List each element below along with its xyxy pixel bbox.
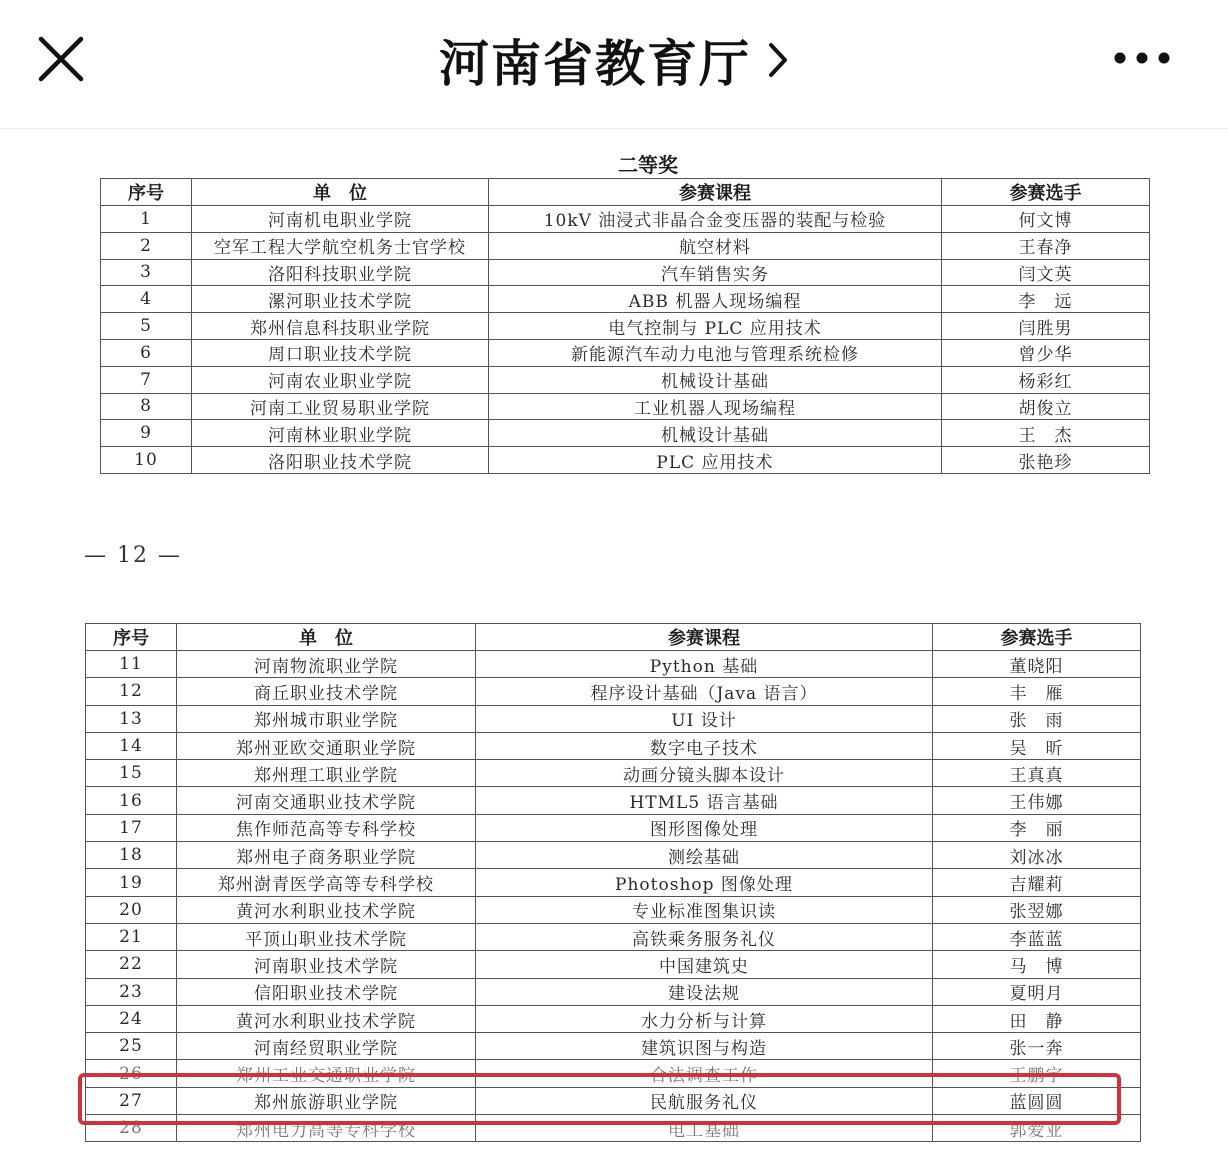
contestant-cell: 王鹏宇	[933, 1060, 1141, 1087]
contestant-cell: 王 杰	[942, 420, 1150, 447]
contestant-cell: 吴 昕	[933, 732, 1141, 759]
row-index-cell: 22	[86, 951, 177, 978]
table-row	[86, 951, 1141, 978]
row-index-cell: 7	[101, 366, 192, 393]
column-header: 单 位	[177, 624, 476, 651]
row-index-cell: 24	[86, 1005, 177, 1032]
table-row	[101, 393, 1150, 420]
row-index-cell: 28	[86, 1115, 177, 1142]
course-cell: 水力分析与计算	[476, 1005, 933, 1032]
contestant-cell: 闫胜男	[942, 313, 1150, 340]
course-cell: 机械设计基础	[489, 420, 942, 447]
course-cell: 10kV 油浸式非晶合金变压器的装配与检验	[489, 206, 942, 233]
row-index-cell: 8	[101, 393, 192, 420]
table-row	[86, 896, 1141, 923]
unit-cell: 空军工程大学航空机务士官学校	[192, 232, 489, 259]
unit-cell: 焦作师范高等专科学校	[177, 814, 476, 841]
contestant-cell: 王春净	[942, 232, 1150, 259]
contestant-cell: 夏明月	[933, 978, 1141, 1005]
unit-cell: 郑州电力高等专科学校	[177, 1115, 476, 1142]
table-row	[86, 787, 1141, 814]
table-row	[101, 232, 1150, 259]
contestant-cell: 张 雨	[933, 705, 1141, 732]
course-cell: 汽车销售实务	[489, 259, 942, 286]
course-cell: HTML5 语言基础	[476, 787, 933, 814]
row-index-cell: 10	[101, 447, 192, 474]
contestant-cell: 曾少华	[942, 339, 1150, 366]
account-title-button[interactable]	[439, 24, 789, 96]
table-row	[101, 286, 1150, 313]
row-index-cell: 5	[101, 313, 192, 340]
course-cell: 航空材料	[489, 232, 942, 259]
page-title: 河南省教育厅	[439, 35, 751, 93]
row-index-cell: 15	[86, 760, 177, 787]
table-row	[86, 1033, 1141, 1060]
contestant-cell: 王真真	[933, 760, 1141, 787]
unit-cell: 洛阳职业技术学院	[192, 447, 489, 474]
row-index-cell: 23	[86, 978, 177, 1005]
row-index-cell: 4	[101, 286, 192, 313]
contestant-cell: 杨彩红	[942, 366, 1150, 393]
unit-cell: 河南农业职业学院	[192, 366, 489, 393]
course-cell: 机械设计基础	[489, 366, 942, 393]
title-area	[0, 26, 1228, 94]
row-index-cell: 14	[86, 732, 177, 759]
table-row	[101, 366, 1150, 393]
table-row	[86, 869, 1141, 896]
unit-cell: 郑州电子商务职业学院	[177, 842, 476, 869]
table-row	[86, 760, 1141, 787]
course-cell: ABB 机器人现场编程	[489, 286, 942, 313]
chevron-right-icon	[767, 41, 789, 79]
unit-cell: 郑州城市职业学院	[177, 705, 476, 732]
unit-cell: 河南物流职业学院	[177, 651, 476, 678]
course-cell: Photoshop 图像处理	[476, 869, 933, 896]
column-header: 参赛选手	[942, 179, 1150, 206]
table-row	[86, 978, 1141, 1005]
table-row	[101, 339, 1150, 366]
contestant-cell: 胡俊立	[942, 393, 1150, 420]
contestant-cell: 郭爱亚	[933, 1115, 1141, 1142]
table-row	[86, 842, 1141, 869]
contestant-cell: 张艳珍	[942, 447, 1150, 474]
course-cell: 图形图像处理	[476, 814, 933, 841]
row-index-cell: 1	[101, 206, 192, 233]
award-table-second	[85, 623, 1141, 1142]
table-row	[101, 206, 1150, 233]
contestant-cell: 何文博	[942, 206, 1150, 233]
course-cell: 民航服务礼仪	[476, 1087, 933, 1114]
unit-cell: 黄河水利职业技术学院	[177, 896, 476, 923]
table-row	[101, 259, 1150, 286]
highlight-box	[78, 1073, 1121, 1125]
course-cell: 合法调查工作	[476, 1060, 933, 1087]
document-image	[0, 129, 1228, 1164]
table-header-row	[101, 179, 1150, 206]
contestant-cell: 董晓阳	[933, 651, 1141, 678]
row-index-cell: 2	[101, 232, 192, 259]
table-row	[86, 814, 1141, 841]
page-number: — 12 —	[84, 543, 182, 568]
table-row	[86, 1005, 1141, 1032]
row-index-cell: 6	[101, 339, 192, 366]
table-row	[86, 923, 1141, 950]
unit-cell: 河南林业职业学院	[192, 420, 489, 447]
unit-cell: 漯河职业技术学院	[192, 286, 489, 313]
contestant-cell: 李蓝蓝	[933, 923, 1141, 950]
contestant-cell: 吉耀莉	[933, 869, 1141, 896]
contestant-cell: 张翌娜	[933, 896, 1141, 923]
row-index-cell: 20	[86, 896, 177, 923]
column-header: 参赛课程	[476, 624, 933, 651]
column-header: 参赛选手	[933, 624, 1141, 651]
contestant-cell: 蓝圆圆	[933, 1087, 1141, 1114]
course-cell: 高铁乘务服务礼仪	[476, 923, 933, 950]
course-cell: 动画分镜头脚本设计	[476, 760, 933, 787]
course-cell: 中国建筑史	[476, 951, 933, 978]
unit-cell: 郑州亚欧交通职业学院	[177, 732, 476, 759]
table-row	[86, 678, 1141, 705]
unit-cell: 河南经贸职业学院	[177, 1033, 476, 1060]
contestant-cell: 李 远	[942, 286, 1150, 313]
unit-cell: 河南工业贸易职业学院	[192, 393, 489, 420]
table-row	[101, 313, 1150, 340]
unit-cell: 郑州旅游职业学院	[177, 1087, 476, 1114]
table-caption: 二等奖	[618, 153, 678, 177]
top-nav-bar	[0, 0, 1228, 129]
unit-cell: 郑州理工职业学院	[177, 760, 476, 787]
course-cell: 程序设计基础（Java 语言）	[476, 678, 933, 705]
row-index-cell: 9	[101, 420, 192, 447]
column-header: 序号	[86, 624, 177, 651]
course-cell: 电工基础	[476, 1115, 933, 1142]
course-cell: 新能源汽车动力电池与管理系统检修	[489, 339, 942, 366]
row-index-cell: 11	[86, 651, 177, 678]
column-header: 单 位	[192, 179, 489, 206]
course-cell: 测绘基础	[476, 842, 933, 869]
table-row	[101, 420, 1150, 447]
course-cell: PLC 应用技术	[489, 447, 942, 474]
course-cell: 电气控制与 PLC 应用技术	[489, 313, 942, 340]
column-header: 参赛课程	[489, 179, 942, 206]
unit-cell: 黄河水利职业技术学院	[177, 1005, 476, 1032]
more-options-button[interactable]	[1110, 44, 1174, 72]
contestant-cell: 闫文英	[942, 259, 1150, 286]
course-cell: 建设法规	[476, 978, 933, 1005]
course-cell: 建筑识图与构造	[476, 1033, 933, 1060]
unit-cell: 河南机电职业学院	[192, 206, 489, 233]
unit-cell: 商丘职业技术学院	[177, 678, 476, 705]
unit-cell: 周口职业技术学院	[192, 339, 489, 366]
unit-cell: 郑州工业交通职业学院	[177, 1060, 476, 1087]
table-row	[101, 447, 1150, 474]
contestant-cell: 李 丽	[933, 814, 1141, 841]
contestant-cell: 马 博	[933, 951, 1141, 978]
unit-cell: 河南交通职业技术学院	[177, 787, 476, 814]
contestant-cell: 田 静	[933, 1005, 1141, 1032]
table-row	[86, 705, 1141, 732]
course-cell: 工业机器人现场编程	[489, 393, 942, 420]
row-index-cell: 16	[86, 787, 177, 814]
row-index-cell: 26	[86, 1060, 177, 1087]
contestant-cell: 刘冰冰	[933, 842, 1141, 869]
row-index-cell: 25	[86, 1033, 177, 1060]
more-icon	[1110, 44, 1174, 72]
course-cell: Python 基础	[476, 651, 933, 678]
row-index-cell: 18	[86, 842, 177, 869]
contestant-cell: 丰 雁	[933, 678, 1141, 705]
column-header: 序号	[101, 179, 192, 206]
unit-cell: 信阳职业技术学院	[177, 978, 476, 1005]
row-index-cell: 27	[86, 1087, 177, 1114]
award-table-first	[100, 178, 1150, 474]
contestant-cell: 张一奔	[933, 1033, 1141, 1060]
row-index-cell: 12	[86, 678, 177, 705]
course-cell: 数字电子技术	[476, 732, 933, 759]
row-index-cell: 3	[101, 259, 192, 286]
contestant-cell: 王伟娜	[933, 787, 1141, 814]
table-row	[86, 732, 1141, 759]
row-index-cell: 13	[86, 705, 177, 732]
row-index-cell: 21	[86, 923, 177, 950]
course-cell: UI 设计	[476, 705, 933, 732]
unit-cell: 洛阳科技职业学院	[192, 259, 489, 286]
course-cell: 专业标准图集识读	[476, 896, 933, 923]
unit-cell: 平顶山职业技术学院	[177, 923, 476, 950]
row-index-cell: 19	[86, 869, 177, 896]
unit-cell: 郑州信息科技职业学院	[192, 313, 489, 340]
table-header-row	[86, 624, 1141, 651]
table-row	[86, 651, 1141, 678]
unit-cell: 河南职业技术学院	[177, 951, 476, 978]
unit-cell: 郑州澍青医学高等专科学校	[177, 869, 476, 896]
row-index-cell: 17	[86, 814, 177, 841]
